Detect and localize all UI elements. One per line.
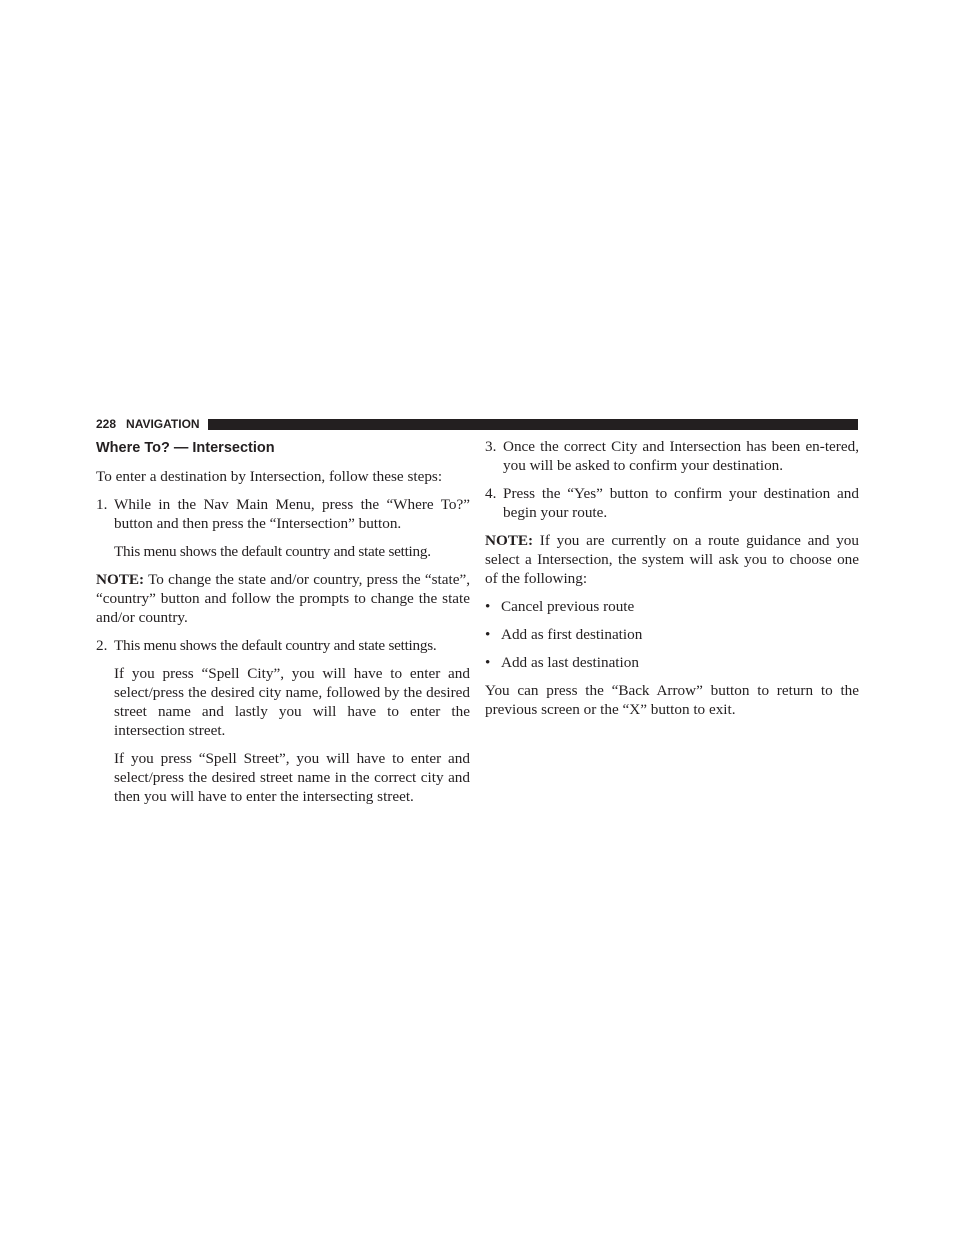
step-text: Once the correct City and Intersection has been en-tered, you will be asked to confirm your destination. (503, 438, 859, 474)
step-number: 4. (485, 485, 497, 502)
note-paragraph (485, 531, 859, 588)
section-title: NAVIGATION (126, 417, 200, 431)
note-text: To change the state and/or country, press the “state”, “country” button and follow the prompts to change the state and/or country. (96, 571, 470, 626)
step-number: 1. (96, 496, 108, 513)
note-text: If you are currently on a route guidance and you select a Intersection, the system will ask you to choose one of the following: (485, 532, 859, 587)
step-text: This menu shows the default country and state settings. (114, 637, 437, 654)
spell-street-paragraph: If you press “Spell Street”, you will have to enter and select/press the desired street name in the correct city and then you will have to enter the intersecting street. (114, 750, 470, 805)
page-number: 228 (96, 417, 117, 431)
list-item-text: Cancel previous route (501, 598, 635, 615)
spell-city-paragraph: If you press “Spell City”, you will have to enter and select/press the desired city name, followed by the desired street name and lastly you will have to enter the intersection street. (114, 665, 470, 739)
list-item (485, 597, 859, 616)
bullet-icon: • (485, 598, 491, 615)
note-label: NOTE: (485, 532, 534, 549)
note-paragraph (96, 570, 470, 627)
bullet-icon: • (485, 626, 491, 643)
subsection-heading: Where To? — Intersection (96, 440, 275, 456)
list-item (485, 653, 859, 672)
bullet-icon: • (485, 654, 491, 671)
step-2 (96, 636, 470, 655)
step-text: Press the “Yes” button to confirm your destination and begin your route. (503, 485, 859, 521)
step-4 (485, 484, 859, 522)
step-number: 2. (96, 637, 108, 654)
step-3 (485, 437, 859, 475)
note-label: NOTE: (96, 571, 145, 588)
step-text: While in the Nav Main Menu, press the “Where To?” button and then press the “Intersection” button. (114, 496, 470, 532)
list-item (485, 625, 859, 644)
right-column (485, 437, 859, 728)
closing-paragraph: You can press the “Back Arrow” button to return to the previous screen or the “X” button to exit. (485, 682, 859, 718)
left-column (96, 437, 470, 815)
list-item-text: Add as last destination (501, 654, 639, 671)
step-number: 3. (485, 438, 497, 455)
intro-paragraph: To enter a destination by Intersection, follow these steps: (96, 468, 443, 485)
header-rule (208, 419, 858, 430)
list-item-text: Add as first destination (501, 626, 643, 643)
step-1 (96, 495, 470, 533)
page-header (96, 417, 858, 431)
step-1-detail: This menu shows the default country and state setting. (114, 543, 431, 560)
